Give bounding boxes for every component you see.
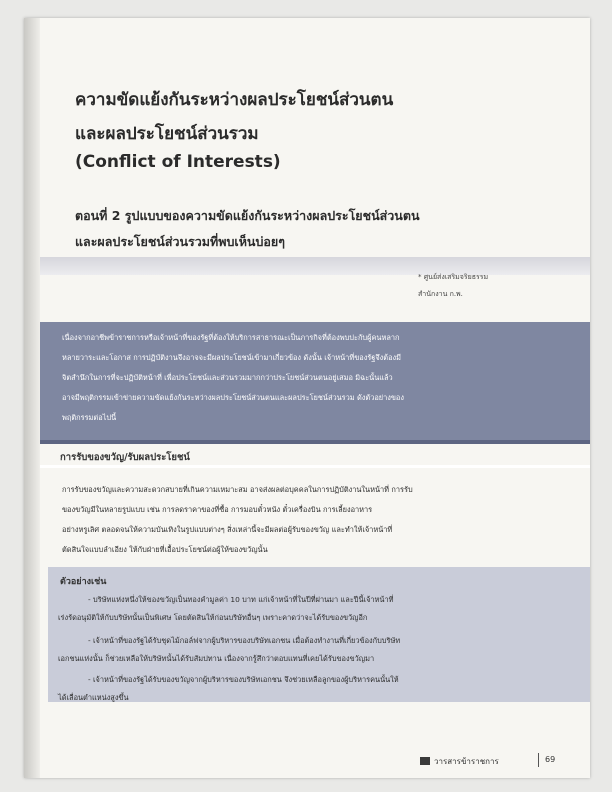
example-line-5: - เจ้าหน้าที่ของรัฐได้รับของขวัญจากผู้บริหารของบริษัทเอกชน จึงช่วยเหลือลูกของผู้บริหารคนนั้นให้ [88,675,399,684]
heading-divider [40,465,590,468]
title-line-1: ความขัดแย้งกันระหว่างผลประโยชน์ส่วนตน [75,90,394,110]
decorative-band [40,257,590,275]
example-line-2: เร่งรัดอนุมัติให้กับบริษัทนั้นเป็นพิเศษ โดยตัดสินให้ก่อนบริษัทอื่นๆ เพราะคาดว่าจะได้รับของขวัญอีก [58,613,368,622]
gifts-body-line-3: อย่างหรูเลิศ ตลอดจนให้ความบันเทิงในรูปแบบต่างๆ สิ่งเหล่านี้จะมีผลต่อผู้รับของขวัญ และทำให้เจ้าหน้าที่ [62,525,393,534]
gifts-body-line-4: ตัดสินใจแบบลำเอียง ให้กับฝ่ายที่เอื้อประโยชน์ต่อผู้ให้ของขวัญนั้น [62,545,268,554]
intro-box-rule [40,440,590,444]
footer-divider [538,753,539,767]
section-heading-line-2: และผลประโยชน์ส่วนรวมที่พบเห็นบ่อยๆ [75,234,285,249]
intro-line-3: จิตสำนึกในการที่จะปฏิบัติหน้าที่ เพื่อประโยชน์และส่วนรวมมากกว่าประโยชน์ส่วนตนอยู่เสมอ มิฉะนั้นแล้ว [62,373,393,382]
example-line-6: ได้เลื่อนตำแหน่งสูงขึ้น [58,693,129,702]
gifts-body-line-2: ของขวัญมีในหลายรูปแบบ เช่น การลดราคาของที่ซื้อ การมอบตั๋วหนัง ตั๋วเครื่องบิน การเลี้ยงอาหาร [62,505,373,514]
section-heading-line-1: ตอนที่ 2 รูปแบบของความขัดแย้งกันระหว่างผลประโยชน์ส่วนตน [75,208,420,223]
author-line-2: สำนักงาน ก.พ. [418,290,463,298]
page-binding-shadow [24,18,40,778]
example-line-3: - เจ้าหน้าที่ของรัฐได้รับชุดไม้กอล์ฟจากผู้บริหารของบริษัทเอกชน เมื่อต้องทำงานที่เกี่ยวข้องกับบริษัท [88,636,401,645]
examples-heading: ตัวอย่างเช่น [60,577,107,587]
intro-line-1: เนื่องจากอาชีพข้าราชการหรือเจ้าหน้าที่ของรัฐที่ต้องให้บริการสาธารณะเป็นภารกิจที่ต้องพบปะกับผู้คนหลาก [62,333,400,342]
intro-line-2: หลายวาระและโอกาส การปฏิบัติงานจึงอาจจะมีผลประโยชน์เข้ามาเกี่ยวข้อง ดังนั้น เจ้าหน้าที่ของรัฐจึงต้องมี [62,353,402,362]
title-line-2: และผลประโยชน์ส่วนรวม [75,124,259,144]
author-line-1: * ศูนย์ส่งเสริมจริยธรรม [418,273,489,281]
title-line-3: (Conflict of Interests) [75,152,281,172]
example-line-1: - บริษัทแห่งหนึ่งให้ของขวัญเป็นทองคำมูลค่า 10 บาท แก่เจ้าหน้าที่ในปีที่ผ่านมา และปีนี้เจ้าหน้าที่ [88,595,394,604]
page-number: 69 [545,755,556,764]
gifts-heading: การรับของขวัญ/รับผลประโยชน์ [60,452,190,463]
intro-line-4: อาจมีพฤติกรรมเข้าข่ายความขัดแย้งกันระหว่างผลประโยชน์ส่วนตนและผลประโยชน์ส่วนรวม ดังตัวอย่างของ [62,393,404,402]
intro-line-5: พฤติกรรมต่อไปนี้ [62,413,117,422]
example-line-4: เอกชนแห่งนั้น ก็ช่วยเหลือให้บริษัทนั้นได้รับสัมปทาน เนื่องจากรู้สึกว่าตอบแทนที่เคยได้รับของขวัญมา [58,654,375,663]
gifts-body-line-1: การรับของขวัญและความสะดวกสบายที่เกินความเหมาะสม อาจส่งผลต่อบุคคลในการปฏิบัติงานในหน้าที่ การรับ [62,485,413,494]
footer-mark-icon [420,757,430,765]
footer-journal-name: วารสารข้าราชการ [434,757,499,766]
